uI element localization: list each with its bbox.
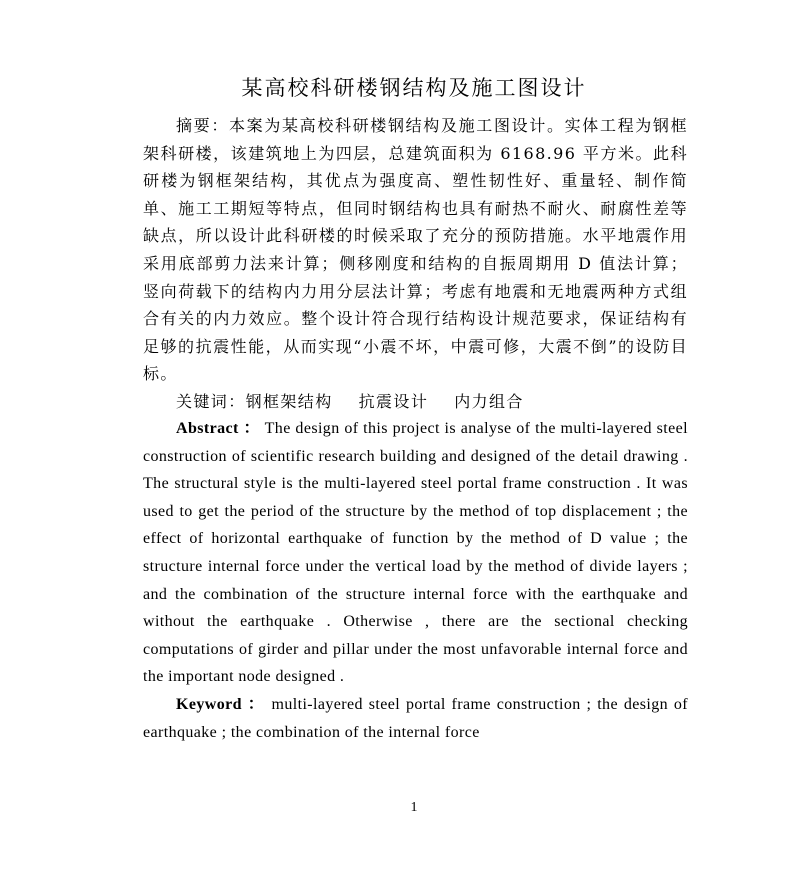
chinese-keywords-label: 关键词： — [176, 391, 246, 411]
page-number: 1 — [410, 800, 418, 815]
chinese-keywords-paragraph — [143, 388, 688, 416]
chinese-keyword-item: 钢框架结构 — [245, 391, 333, 411]
chinese-abstract-text: 本案为某高校科研楼钢结构及施工图设计。实体工程为钢框架科研楼，该建筑地上为四层，总建筑面积为 6168.96 平方米。此科研楼为钢框架结构，其优点为强度高、塑性韧性好、重量轻、制作简单、施工工期短等特点，但同时钢结构也具有耐热不耐火、耐腐性差等缺点，所以设计此科研楼的时候采取了充分的预防措施。水平地震作用采用底部剪力法来计算；侧移刚度和结构的自振周期用 D 值法计算；竖向荷载下的结构内力用分层法计算；考虑有地震和无地震两种方式组合有关的内力效应。整个设计符合现行结构设计规范要求，保证结构有足够的抗震性能，从而实现“小震不坏，中震可修，大震不倒”的设防目标。 — [143, 116, 688, 384]
english-keywords-label: Keyword ： — [176, 695, 266, 713]
english-abstract-paragraph — [143, 415, 688, 691]
page-title: 某高校科研楼钢结构及施工图设计 — [241, 76, 587, 100]
english-abstract-text: The design of this project is analyse of the multi-layered steel construction of scientific research building and designed of the detail drawing . The structural style is the multi-layered steel portal frame construction . It was used to get the period of the structure by the method of top displacement ; the effect of horizontal earthquake of function by the method of D value ; the structure internal force under the vertical load by the method of divide layers ; and the combination of the structure internal force with the earthquake and without the earthquake . Otherwise , there are the sectional checking computations of girder and pillar under the most unfavorable internal force and the important node designed . — [143, 420, 688, 686]
english-keywords-paragraph — [143, 691, 688, 746]
english-keywords-text: multi-layered steel portal frame construction ; the design of earthquake ; the combination of the internal force — [143, 695, 688, 741]
chinese-abstract-paragraph — [143, 112, 688, 388]
chinese-keyword-item: 抗震设计 — [358, 391, 429, 411]
chinese-abstract-section — [143, 112, 688, 416]
chinese-abstract-label: 摘要： — [176, 116, 229, 135]
english-abstract-section — [143, 415, 688, 746]
chinese-keyword-item: 内力组合 — [454, 391, 524, 411]
english-abstract-label: Abstract ： — [176, 420, 261, 437]
